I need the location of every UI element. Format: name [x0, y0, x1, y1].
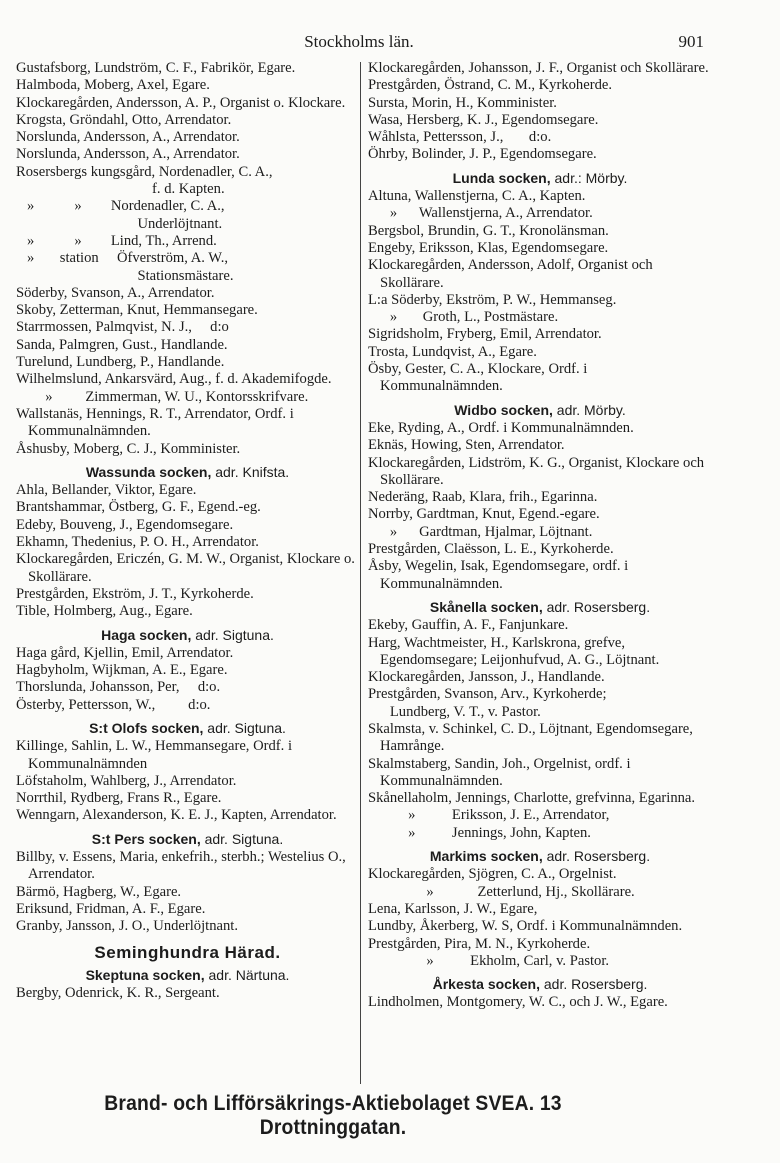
directory-entry: Åsby, Wegelin, Isak, Egendomsegare, ordf. i Kommunalnämnden. [368, 558, 629, 592]
district-heading: Seminghundra Härad. [94, 942, 281, 962]
directory-entry: Norrthil, Rydberg, Frans R., Egare. [16, 790, 222, 807]
parish-address: adr. Närtuna. [204, 966, 290, 983]
parish-heading [368, 848, 712, 865]
directory-entry: L:a Söderby, Ekström, P. W., Hemmanseg. [368, 291, 617, 308]
directory-entry: Wasa, Hersberg, K. J., Egendomsegare. [368, 111, 599, 128]
parish-name: Wassunda socken, [85, 463, 212, 480]
parish-address: adr. Knifsta. [211, 463, 290, 480]
directory-entry: Skoby, Zetterman, Knut, Hemmansegare. [16, 302, 258, 319]
parish-address: adr. Sigtuna. [191, 626, 274, 643]
parish-heading [368, 402, 712, 419]
directory-entry: Norslunda, Andersson, A., Arrendator. [16, 146, 240, 163]
directory-entry: » Gardtman, Hjalmar, Löjtnant. [368, 523, 593, 540]
directory-entry: Gustafsborg, Lundström, C. F., Fabrikör, Egare. [16, 60, 296, 76]
directory-entry: Klockaregården, Andersson, Adolf, Organist och Skollärare. [368, 257, 653, 291]
directory-entry: Krogsta, Gröndahl, Otto, Arrendator. [16, 111, 232, 128]
parish-name: S:t Pers socken, [91, 830, 201, 847]
directory-entry: Ekeby, Gauffin, A. F., Fanjunkare. [368, 617, 569, 634]
directory-entry: Altuna, Wallenstjerna, C. A., Kapten. [368, 188, 586, 205]
directory-entry: Skånellaholm, Jennings, Charlotte, grefvinna, Egarinna. [368, 790, 696, 807]
parish-address: adr. Sigtuna. [200, 830, 284, 847]
directory-entry: Ekhamn, Thedenius, P. O. H., Arrendator. [16, 534, 259, 551]
directory-entry: Lundby, Åkerberg, W. S, Ordf. i Kommunalnämnden. [368, 918, 683, 935]
parish-address: adr. Rosersberg. [540, 976, 648, 993]
directory-entry: Ösby, Gester, C. A., Klockare, Ordf. i Kommunalnämnden. [368, 361, 588, 395]
directory-entry: Starrmossen, Palmqvist, N. J., d:o [16, 319, 229, 336]
directory-entry: Öhrby, Bolinder, J. P., Egendomsegare. [368, 146, 597, 163]
directory-entry: Lena, Karlsson, J. W., Egare, [368, 900, 538, 917]
parish-name: Markims socken, [429, 848, 543, 865]
directory-entry: Nederäng, Raab, Klara, frih., Egarinna. [368, 489, 598, 506]
directory-entry: Klockaregården, Andersson, A. P., Organist o. Klockare. [16, 94, 346, 111]
directory-entry: Prestgården, Östrand, C. M., Kyrkoherde. [368, 77, 612, 94]
directory-entry: » Groth, L., Postmästare. [368, 309, 559, 326]
directory-entry: Wallstanäs, Hennings, R. T., Arrendator, Ordf. i Kommunalnämnden. [16, 405, 294, 440]
directory-entry: » Ekholm, Carl, v. Pastor. [368, 952, 610, 969]
directory-entry: Edeby, Bouveng, J., Egendomsegare. [16, 516, 234, 533]
directory-entry: Brantshammar, Östberg, G. F., Egend.-eg. [16, 499, 261, 516]
parish-heading [16, 967, 359, 984]
directory-entry: Rosersbergs kungsgård, Nordenadler, C. A., f. d. Kapten. [16, 163, 273, 198]
directory-entry: Eriksund, Fridman, A. F., Egare. [16, 900, 206, 917]
directory-entry: Bergby, Odenrick, K. R., Sergeant. [16, 985, 220, 1002]
parish-heading [16, 720, 359, 737]
directory-entry: Hagbyholm, Wijkman, A. E., Egare. [16, 662, 228, 679]
directory-entry: Tible, Holmberg, Aug., Egare. [16, 603, 193, 620]
parish-heading [16, 464, 359, 481]
directory-entry: Söderby, Svanson, A., Arrendator. [16, 284, 215, 301]
parish-address: adr. Rosersberg. [542, 848, 651, 865]
parish-heading [16, 831, 359, 848]
directory-entry: Bärmö, Hagberg, W., Egare. [16, 883, 182, 900]
directory-entry: Granby, Jansson, J. O., Underlöjtnant. [16, 918, 238, 935]
directory-entry: » Zetterlund, Hj., Skollärare. [368, 883, 635, 900]
directory-entry: Prestgården, Svanson, Arv., Kyrkoherde; [368, 686, 607, 703]
directory-entry: Ahla, Bellander, Viktor, Egare. [16, 482, 197, 499]
directory-entry: » Wallenstjerna, A., Arrendator. [368, 205, 593, 222]
directory-entry: » » Lind, Th., Arrend. [16, 232, 217, 249]
directory-entry: Eke, Ryding, A., Ordf. i Kommunalnämnden. [368, 419, 634, 436]
parish-heading [368, 170, 712, 187]
parish-name: Årkesta socken, [432, 976, 540, 993]
parish-name: Widbo socken, [454, 401, 553, 418]
page-header [14, 32, 704, 62]
directory-entry: Klockaregården, Johansson, J. F., Organist och Skollärare. [368, 60, 709, 76]
footer-advertisement: Brand- och Lifförsäkrings-Aktiebolaget SVEA. 13 Drottninggatan. [104, 1092, 562, 1139]
directory-entry: Prestgården, Ekström, J. T., Kyrkoherde. [16, 585, 254, 602]
parish-address: adr. Mörby. [552, 401, 626, 418]
page-number: 901 [678, 32, 704, 51]
directory-entry: Klockaregården, Jansson, J., Handlande. [368, 669, 605, 686]
directory-entry: Wåhlsta, Pettersson, J., d:o. [368, 129, 552, 146]
directory-entry: » Eriksson, J. E., Arrendator, [368, 807, 610, 824]
parish-name: Skeptuna socken, [85, 966, 205, 983]
directory-entry: Haga gård, Kjellin, Emil, Arrendator. [16, 644, 234, 661]
parish-address: adr. Sigtuna. [203, 719, 286, 736]
directory-entry: Engeby, Eriksson, Klas, Egendomsegare. [368, 239, 609, 256]
directory-entry: Sigridsholm, Fryberg, Emil, Arrendator. [368, 326, 602, 343]
directory-entry: Harg, Wachtmeister, H., Karlskrona, grefve, Egendomsegare; Leijonhufvud, A. G., Löjtnant. [368, 634, 660, 668]
directory-entry: Löfstaholm, Wahlberg, J., Arrendator. [16, 772, 237, 789]
parish-name: S:t Olofs socken, [89, 719, 204, 736]
directory-entry: Eknäs, Howing, Sten, Arrendator. [368, 437, 565, 454]
directory-entry: Klockaregården, Sjögren, C. A., Orgelnist. [368, 866, 617, 883]
directory-entry: » station Öfverström, A. W., Stationsmästare. [26, 250, 234, 284]
directory-entry: » Jennings, John, Kapten. [368, 824, 591, 841]
directory-entry: Klockaregården, Lidström, K. G., Organist, Klockare och Skollärare. [368, 454, 705, 488]
column-divider [360, 62, 361, 1084]
directory-entry: Turelund, Lundberg, P., Handlande. [16, 354, 225, 371]
page-title: Stockholms län. [304, 32, 414, 51]
directory-entry: Killinge, Sahlin, L. W., Hemmansegare, Ordf. i Kommunalnämnden [16, 738, 293, 772]
directory-entry: Prestgården, Claësson, L. E., Kyrkoherde. [368, 541, 614, 558]
directory-entry: Österby, Pettersson, W., d:o. [16, 696, 211, 713]
directory-entry: Bergsbol, Brundin, G. T., Kronolänsman. [368, 222, 609, 239]
directory-entry: Thorslunda, Johansson, Per, d:o. [16, 679, 221, 696]
directory-entry: Skalmsta, v. Schinkel, C. D., Löjtnant, Egendomsegare, Hamrånge. [368, 720, 693, 755]
parish-address: adr.: Mörby. [550, 169, 628, 186]
parish-heading [16, 627, 359, 644]
parish-heading [368, 599, 712, 616]
parish-name: Lunda socken, [452, 169, 551, 186]
directory-entry: » » Nordenadler, C. A., Underlöjtnant. [26, 198, 225, 232]
parish-name: Skånella socken, [429, 598, 543, 615]
directory-entry: » Zimmerman, W. U., Kontorsskrifvare. [16, 388, 309, 405]
left-column [16, 60, 359, 1002]
directory-entry: Lindholmen, Montgomery, W. C., och J. W., Egare. [368, 994, 668, 1011]
directory-entry: Trosta, Lundqvist, A., Egare. [368, 343, 537, 360]
directory-entry: Klockaregården, Ericzén, G. M. W., Organist, Klockare o. Skollärare. [16, 551, 355, 585]
parish-heading [368, 976, 712, 993]
directory-entry: Norslunda, Andersson, A., Arrendator. [16, 129, 240, 146]
directory-entry: Wenngarn, Alexanderson, K. E. J., Kapten, Arrendator. [16, 807, 337, 824]
directory-entry: Sanda, Palmgren, Gust., Handlande. [16, 336, 228, 353]
directory-entry: Lundberg, V. T., v. Pastor. [368, 703, 541, 720]
directory-entry: Norrby, Gardtman, Knut, Egend.-egare. [368, 506, 600, 523]
directory-entry: Wilhelmslund, Ankarsvärd, Aug., f. d. Akademifogde. [16, 371, 332, 388]
parish-name: Haga socken, [101, 626, 192, 643]
directory-entry: Åshusby, Moberg, C. J., Komminister. [16, 440, 241, 457]
parish-address: adr. Rosersberg. [542, 598, 651, 615]
directory-entry: Prestgården, Pira, M. N., Kyrkoherde. [368, 935, 591, 952]
directory-entry: Billby, v. Essens, Maria, enkefrih., sterbh.; Westelius O., Arrendator. [16, 849, 346, 883]
directory-entry: Skalmstaberg, Sandin, Joh., Orgelnist, ordf. i Kommunalnämnden. [368, 755, 631, 789]
directory-entry: Halmboda, Moberg, Axel, Egare. [16, 77, 210, 94]
directory-entry: Sursta, Morin, H., Komminister. [368, 94, 557, 111]
right-column [368, 60, 712, 1012]
